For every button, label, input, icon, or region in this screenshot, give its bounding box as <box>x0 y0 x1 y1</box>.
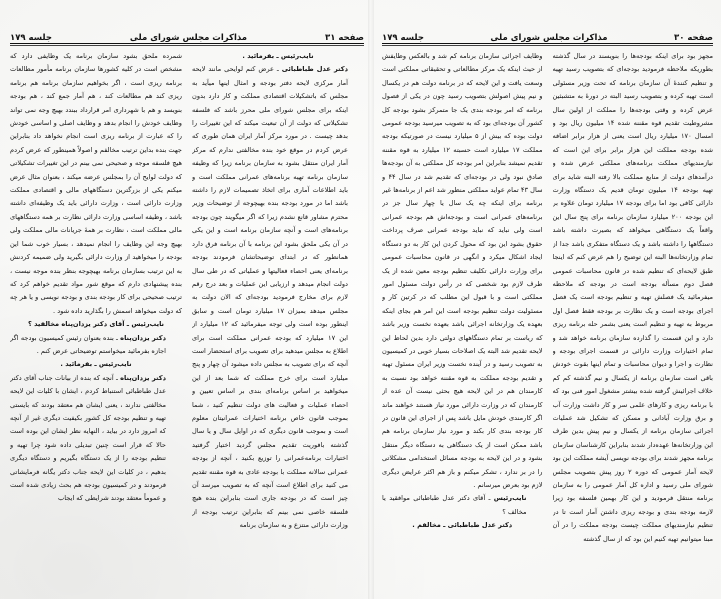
page-columns <box>10 50 364 581</box>
speaker-line: دکتر عدل طباطبائی ـ مخالفم . <box>412 521 513 530</box>
speaker-paragraph <box>10 372 182 506</box>
session-number: جلسه ۱۷۹ <box>382 32 424 43</box>
page-30 <box>372 0 721 599</box>
session-number: جلسه ۱۷۹ <box>10 32 52 43</box>
column-left <box>10 50 182 581</box>
header-rule <box>10 43 364 46</box>
page-number: صفحه ۳۰ <box>674 32 713 43</box>
publication-title: مذاکرات مجلس شورای ملی <box>129 32 248 43</box>
page-number: صفحه ۳۱ <box>325 32 364 43</box>
speaker-line: نایب‌رئیس ـ آقای دکتر یزدان‌پناه مخالفید ؟ <box>27 320 165 329</box>
speaker-name: نایب‌رئیس <box>493 494 527 503</box>
publication-title: مذاکرات مجلس شورای ملی <box>490 32 608 43</box>
speaker-paragraph <box>382 492 543 519</box>
speech-text: ـ آنچه که بنده از بیانات جناب آقای دکتر عدل طباطبائی استنباط کردم ، ایشان با کلیات این لایحه مخالفتی ندارند ، یعنی ایشان هم معتقد بودند که بایستی تهیه و تنظیم بودجه کل کشور بکیفیت دیگری غیر از آنچه که امروز دارد در بیاید ، النهایه نظر ایشان این بوده است حالا که قرار است چنین تبدیلی داده شود چرا تهیه و تنظیم بودجه را از یک دستگاه بگیریم و دستگاه دیگری بدهیم ، در کلیات این لایحه جناب دکتر یگانه فرمایشاتی فرمودند و در کمیسیون بودجه هم بحث زیادی شده است و عموماً معتقد بودند شرایطی که ایجاب <box>10 373 166 503</box>
speaker-paragraph <box>10 332 182 359</box>
speaker-name: دکتر یزدان‌پناه <box>120 333 166 342</box>
speaker-paragraph <box>192 63 364 532</box>
running-head <box>382 30 713 42</box>
speaker-name: دکتر عدل طباطبائی <box>281 65 348 74</box>
speech-text: ـ آقای دکتر عدل طباطبائی موافقید یا مخالف ؟ <box>382 494 527 516</box>
header-rule <box>382 43 713 46</box>
speaker-line: نایب‌رئیس ـ بفرمائید . <box>242 52 314 60</box>
speaker-name: دکتر یزدان‌پناه <box>120 373 166 382</box>
column-left <box>382 50 543 581</box>
column-right <box>192 50 364 581</box>
speaker-line: نایب‌رئیس ـ بفرمائید . <box>60 360 132 369</box>
body-paragraph: مجهز بود برای اینکه بودجه‌ها را بنویسند در سال گذشته بطوریکه ملاحظه فرمودید بودجه‌ای که بتصویب رسید تهیه و تنظیم کنندهٔ آن سازمان برنامه که تحت وزیر مسئولی است تهیه کرده و بتصویب رسید البته در دورهٔ به متشبثین عرض کرده و وقتی بودجه‌ها را مملکت از اولین سال مشروطیت تقدیم قوه مقننه شده ۱۴ میلیون ریال بود و امسال ۱۷۰ میلیارد ریال است یعنی از هزار برابر اضافه شده بودجه مملکت این هزار برابر برای این است که نیازمندیهای مملکت برنامه‌های مملکتی عرض شده و درآمدهای دولت از منابع مملکت بالا رفته البته شاید برای تهیه بودجه ۱۴ میلیون تومان قدیم یک دستگاه وزارت دارائی کافی بود اما برای بودجه ۱۷ میلیارد تومان علاوه بر این بودجه ۲۰۰ میلیارد سازمان برنامه برای پنج سال این واقعاً یک دستگاهی میخواهد که بصیرت داشته باشد دستگاهها را داشته باشد و یک دستگاه متفکری باشد جدا از تمام وزارتخانه‌ها البته این توضیح را هم عرض کنم که اینجا طبق لایحه‌ای که تنظیم شده در قانون محاسبات عمومی فصل دوم مسأله بودجه است در بودجه که ملاحظه میفرمائید یک فصلش تهیه و تنظیم بودجه است یک فصل اجرای بودجه است و یک نظارت بر بودجه فقط فصل اول مربوط به تهیه و تنظیم است یعنی بشمر حله برنامه ریزی دارد و این قسمت را گذارده سازمان برنامه خواهد شد و تمام اختیارات وزارت دارائی در قسمت اجرای بودجه و نظارت و اجرا و دیوان محاسبات و تمام اینها بقوت خودش باقی است سازمان برنامه از یکسال و نیم گذشته کم کم خلاف اجرائیش گرفته شده بیشتر مشغول امور فنی بود که با برنامه ریزی و کارهای علمی سر و کار داشت وزارت آب و برق وزارت آبادانی و مسکن که تشکیل شد عملیات اجرائی سازمان برنامه از یکسال و نیم پیش بدین طرف این وزارتخانه‌ها عهده‌دار شدند بنابراین کارشناسان سازمان برنامه مجهز شدند برای بودجه نویسی آیشه مملکت این بود لایحه آمار عمومی که دوره ۲ روز پیش بتصویب مجلس شورای ملی رسید و اداره کل آمار عمومی را به سازمان برنامه منتقل فرمودید و این کار بهمین فلسفه بود زیرا لازمه بودجه بندی و بودجه ریزی داشتن آمار است تا در تنظیم نیازمندیهای مملکت چیست بودجه مملکت را در آن مبنا میتوانیم تهیه کنیم این بود که از سال گذشته <box>552 52 713 543</box>
speech-text: ـ عرض کنم لوایحی مانند لایحه آمار مرکزی لایحه دفتر بودجه و امثال اینها میآید به مجلس که باتشکیلات اقتصادی مملکت و کار دارد بدون اینکه برای مجلس شورای ملی محرز باشد که فلسفه تشکیلاتی که دولت از آن تبعیت میکند که این تغییرات را بدهد چیست . در مورد مرکز آمار ایران همان طوری که عرض کردم در موقع خود بنده مخالفتی ندارم که مرکز آمار ایران منتقل بشود به سازمان برنامه زیرا که وظیفه سازمان برنامه تهیه برنامه‌های عمرانی مملکت است و باید اطلاعات آماری برای اتخاذ تصمیمات لازم را داشته باشد اما در مورد بودجه بنده بهیچوجه از توضیحات وزیر محترم مشاور قانع نشدم زیرا که اگر میگویند چون بودجه برنامه‌های است و آنچه سازمان برنامه است و این یکی در آن یکی ملحق بشود این برنامه با آن برنامه فرق دارد همانطور که در ابتدای توضیحاتشان فرمودند بودجه برنامه‌ای یعنی احصاء فعالیتها و عملیاتی که در طی سال دولت انجام میدهد و ارزیابی این عملیات و بعد درج رقم لازم برای مخارج فرمودید بودجه‌ای که الان دولت به مجلس میدهد بمیزان ۱۷ میلیارد تومان است و سابق اینطور بوده است ولی توجه میفرمائید که ۱۲ میلیارد از این ۱۷ میلیارد که بودجه عمرانی مملکت است برای اطلاع به مجلس میدهید برای تصویب برای استحضار است آنچه که برای تصویب به مجلس داده میشود آن چهار و پنج میلیارد است برای خرج مملکت که شما بعد از این میخواهید بر اساس برنامه‌ای بندی بر اساس تعیین و احصاء عملیات و فعالیت های دولت تنظیم کنید ، شما بموجب قانون خاص برنامه اختیارات عمرانیتان معلوم است و بموجب قانون دیگری که در اوایل سال و یا سال گذشته بافوریت تقدیم مجلس گردید اختیار گرفتید اختیارات برنامه‌عمرانی را توزیع بکنید ، آنچه از بودجه عمرانی سالانه مملکت با بودجه عادی به قوه مقننه تقدیم می کنید برای اطلاع است آنچه که به تصویب میرسد آن چیز است که در بودجه جاری است بنابراین بنده هیچ فلسفه خاصی نمی بینم که بنابراین ترتیب بودجه از وزارت دارائی منتزع و به سازمان برنامه <box>192 65 348 530</box>
column-right <box>553 50 714 581</box>
body-paragraph: شمرده ملحق بشود سازمان برنامه یک وظایفی دارد که مشخص است در کلیه کشورها سازمان برنامه مأمور مطالعات برنامه ریزی است ، اگر بخواهیم سازمان برنامه هم برنامه ریزی کند هم مطالعات کند ، هم آمار جمع کند ، هم بودجه بنویسد و هم با شهرداری امر قرارداد ببندد بهیچ وجه نمی تواند وظایف خودش را انجام بدهد و وظایف اصلی و اساسی خودش را که عبارت از برنامه ریزی است انجام نخواهد داد بنابراین جهت بنده بداین ترتیب مخالفم و اصولاً همینطور که عرض کردم هیچ فلسفه موجه و صحیحی نمی بینم در این تغییرات تشکیلاتی که دولت لوایح آن را بمجلس عرضه میکند ، بعنوان مثال عرض میکنم یکی از بزرگترین دستگاههای مالی و اقتصادی مملکت وزارت دارائی است ، وزارت دارائی باید یک وظیفه‌ای داشته باشد ، وظیفه اساسی وزارت دارائی نظارت بر همه دستگاههای مالی مملکت است ، نظارت بر همهٔ جریانات مالی مملکت ولی بهیچ وجه این وظایف را انجام نمیدهد ، بسیار خوب شما این بودجه را میخواهید از وزارت دارائی بگیرید ولی ضمیمه کردنش به این ترتیب بسازمان برنامه بهیچوجه بنظر بنده موجه نیست ، بنده پیشنهادی دارم که موقع شور مواد تقدیم خواهم کرد که ترتیب صحیحی برای کار بودجه بندی و بودجه نویسی و یا هر چه که دولت میخواهد اسمش را بگذارید داده شود . <box>10 52 182 315</box>
speech-text: ـ بنده بعنوان رئیس کمیسیون بودجه اگر اجازه بفرمائید میخواستم توضیحاتی عرض کنم . <box>10 333 166 355</box>
body-paragraph: وظایف اجرائی سازمان برنامه کم شد و بالعکس وظایفش از حیث اینکه یک مرکز مطالعاتی و تحقیقاتی مملکتی است وسعت یافت و این لایحه که در برنامه دولت هم در یکسال و نیم پیش اصولش بتصویب رسید چون در یکی از فصول برنامه که امر بودجه بندی یک جا متمرکز بشود بودجه کل کشور آن بودجه‌ای بود که به تصویب میرسید بودجه عمومی دولت بوده که بیش از ۵ میلیارد نیست در صورتیکه بودجه مملکت ۱۷ میلیارد است حسبته ۱۲ میلیارد به قوه مقننه تقدیم نمیشد بنابراین امر بودجه کل مملکتی به آن بودجه‌ها صادق نبود ولی در بودجه‌ای که تقدیم شد در سال ۴۴ و سال ۴۳ تمام عواید مملکتی منظور شد اعم از برنامه‌ها غیر برنامه برای اینکه چه یک سال یا چهار سال جز در برنامه‌های عمرانی است و بودجه‌اش هم بودجه عمرانی است ولی نباید که نباید بودجه عمرانی صرف پرداخت حقوق بشود این بود که محول کردن این کار به دو دستگاه ایجاد اشکال میکرد و انگهی در قانون محاسبات عمومی برای وزارت دارائی تکلیف تنظیم بودجه معین شده از یک طرف لازم بود شخصی که در رأس دولت مسئول امور مملکتی است و با قبول این مطلب که در کرتین کار و مسئولیت دولت تنظیم بودجه است این امر هم بجای اینکه بعهده یک وزارتخانه اجرائی باشد بعهده نخست وزیر باشد که ریاست بر تمام دستگاههای دولتی دارد بدین لحاظ این لایحه تقدیم شد البته یک اصلاحات بسیار خوبی در کمیسیون به تصویب رسید و در آینده نخست وزیر ایران مسئول تهیه و تقدیم بودجه مملکت به قوه مقننه خواهد بود نسبت به کارمندان هم در این لایحه هیچ بحثی نیست آن عده از کارمندان که در وزارت دارائی مورد نیاز هستند خواهند ماند اگر کارمندی خودش مایل باشد پس از اجرای این قانون در کار بودجه بندی کار بکند و مورد نیاز سازمان برنامه هم باشد ممکن است از یک دستگاهی به دستگاه دیگر منتقل بشود و در این لایحه به بودجه مسائل استخدامی مشکلاتی را در بر ندارد ، تشکر میکنم و باز هم اکثر عرایض دیگری لازم بود بعرض میرسانم . <box>382 52 543 489</box>
page-columns <box>382 50 713 581</box>
running-head <box>10 30 364 42</box>
